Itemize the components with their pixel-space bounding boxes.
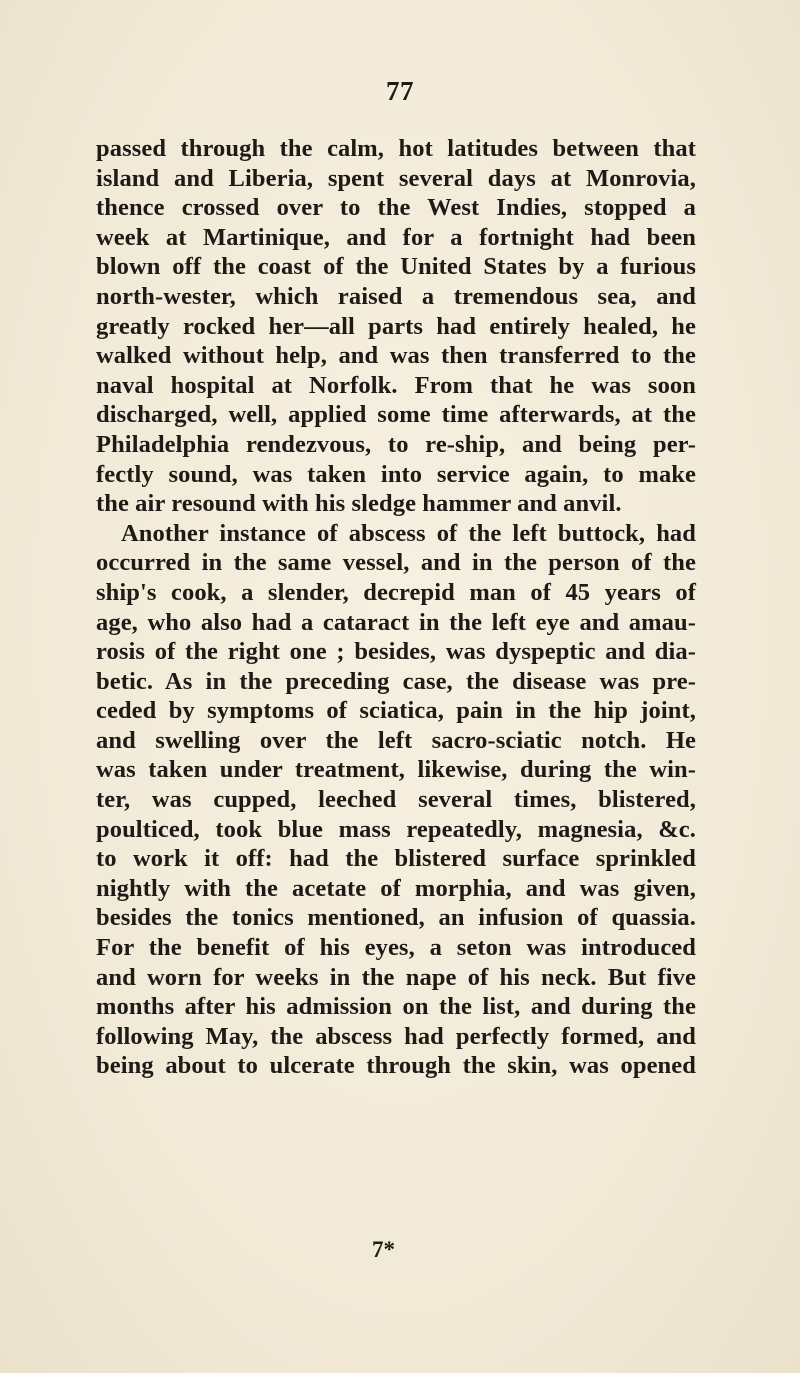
text-line: being about to ulcerate through the skin, was opened — [96, 1052, 696, 1080]
signature-mark: 7* — [372, 1237, 395, 1262]
text-line: walked without help, and was then transferred to the — [96, 342, 696, 370]
text-line: north-wester, which raised a tremendous sea, and — [96, 282, 696, 310]
text-line: Another instance of abscess of the left buttock, had — [121, 519, 696, 547]
text-line: week at Martinique, and for a fortnight had been — [96, 223, 696, 251]
text-line: fectly sound, was taken into service again, to make — [96, 460, 696, 488]
body-text — [96, 134, 696, 1081]
text-line: following May, the abscess had perfectly formed, and — [96, 1022, 696, 1050]
text-line: besides the tonics mentioned, an infusion of quassia. — [96, 904, 696, 932]
text-line: months after his admission on the list, and during the — [96, 993, 696, 1021]
text-line: For the benefit of his eyes, a seton was introduced — [96, 934, 696, 962]
text-line: passed through the calm, hot latitudes between that — [96, 135, 696, 162]
page-number: 77 — [386, 76, 414, 106]
text-line: blown off the coast of the United States by a furious — [96, 253, 696, 281]
text-line: was taken under treatment, likewise, during the win- — [96, 756, 696, 784]
text-line: thence crossed over to the West Indies, stopped a — [96, 194, 696, 222]
text-line: ceded by symptoms of sciatica, pain in the hip joint, — [96, 697, 696, 725]
text-line: occurred in the same vessel, and in the person of the — [96, 549, 696, 577]
text-line: and swelling over the left sacro-sciatic notch. He — [96, 726, 696, 754]
text-line: betic. As in the preceding case, the disease was pre- — [96, 667, 696, 695]
text-line: nightly with the acetate of morphia, and was given, — [96, 874, 696, 902]
text-line: age, who also had a cataract in the left eye and amau- — [96, 608, 696, 636]
text-line: naval hospital at Norfolk. From that he was soon — [96, 371, 696, 399]
text-line: ter, was cupped, leeched several times, blistered, — [96, 786, 696, 814]
text-line: greatly rocked her—all parts had entirely healed, he — [96, 312, 696, 340]
text-line: and worn for weeks in the nape of his neck. But five — [96, 963, 696, 991]
text-line: rosis of the right one ; besides, was dyspeptic and dia- — [96, 638, 696, 666]
text-line: discharged, well, applied some time afterwards, at the — [96, 401, 696, 429]
text-line: ship's cook, a slender, decrepid man of 45 years of — [96, 578, 696, 606]
text-line: Philadelphia rendezvous, to re-ship, and being per- — [96, 430, 696, 458]
text-line: to work it off: had the blistered surface sprinkled — [96, 845, 696, 873]
text-line: poulticed, took blue mass repeatedly, magnesia, &c. — [96, 815, 696, 843]
text-line: island and Liberia, spent several days at Monrovia, — [96, 164, 696, 192]
text-line: the air resound with his sledge hammer and anvil. — [96, 490, 622, 518]
